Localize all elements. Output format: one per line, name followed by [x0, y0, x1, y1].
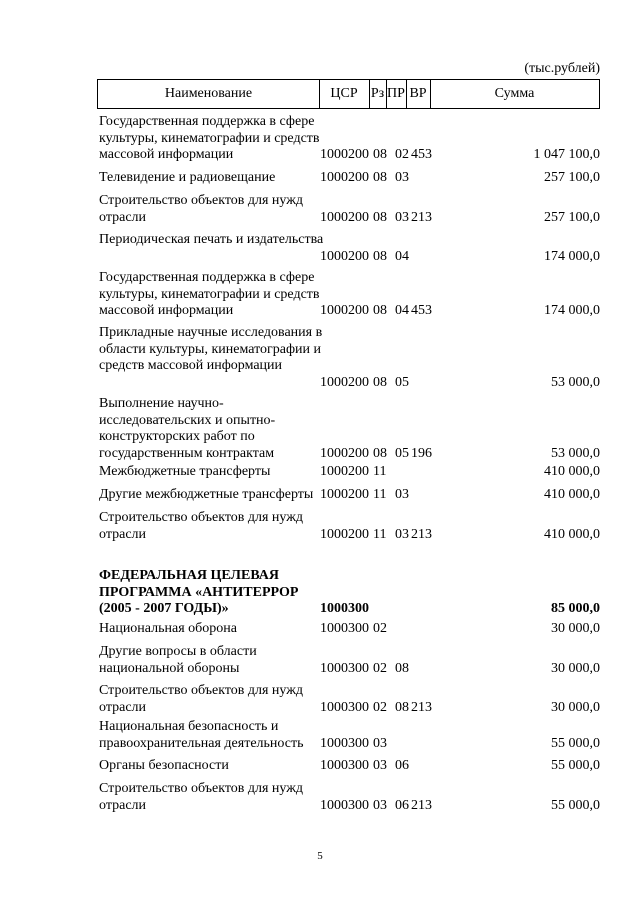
row-sum: 174 000,0: [544, 248, 600, 264]
row-pr: 04: [395, 303, 409, 318]
row-rz: 03: [373, 797, 387, 813]
row-csr: 1000200: [320, 147, 369, 162]
row-rz: 08: [373, 445, 387, 461]
table-row: [0, 193, 640, 226]
row-sum: 410 000,0: [544, 487, 600, 502]
page-number: 5: [317, 850, 323, 862]
row-rz: 03: [373, 735, 387, 751]
table-row: [0, 396, 640, 462]
row-sum: 55 000,0: [551, 735, 600, 751]
table-row: [0, 487, 640, 504]
row-pr: 03: [395, 170, 409, 185]
row-sum: 53 000,0: [551, 374, 600, 390]
row-csr: 1000300: [320, 660, 369, 676]
row-rz: 08: [373, 248, 387, 264]
table-header: [97, 79, 600, 109]
row-csr: 1000200: [320, 209, 369, 225]
header-rz: Рз: [369, 80, 387, 108]
row-rz: 08: [373, 170, 387, 185]
row-rz: 11: [373, 526, 387, 542]
row-pr: 02: [395, 147, 409, 162]
row-pr: 03: [395, 526, 409, 542]
row-name: Строительство объектов для нужд отрасли: [99, 510, 304, 542]
row-sum: 257 100,0: [544, 170, 600, 185]
row-csr: 1000200: [320, 487, 369, 502]
row-name: Национальная безопасность и правоохранительная деятельность: [99, 719, 304, 751]
row-sum: 30 000,0: [551, 699, 600, 715]
table-row: [0, 683, 640, 716]
row-sum: 174 000,0: [544, 303, 600, 318]
row-pr: 04: [395, 248, 409, 264]
row-name: ФЕДЕРАЛЬНАЯ ЦЕЛЕВАЯ ПРОГРАММА «АНТИТЕРРОР (2005 - 2007 ГОДЫ)»: [99, 568, 299, 616]
row-rz: 02: [373, 660, 387, 676]
row-rz: 08: [373, 303, 387, 318]
row-pr: 08: [395, 660, 409, 676]
header-sum: Сумма: [494, 86, 535, 101]
row-sum: 53 000,0: [551, 445, 600, 461]
row-csr: 1000300: [320, 735, 369, 751]
row-vr: 213: [411, 209, 432, 225]
row-sum: 55 000,0: [551, 758, 600, 773]
row-vr: 213: [411, 699, 432, 715]
row-vr: 453: [411, 303, 432, 318]
row-csr: 1000200: [320, 248, 369, 264]
row-rz: 08: [373, 147, 387, 162]
row-csr: 1000200: [320, 526, 369, 542]
table-row: [0, 510, 640, 543]
row-csr: 1000300: [320, 601, 369, 616]
row-name: Строительство объектов для нужд отрасли: [99, 683, 304, 715]
table-row: [0, 621, 640, 638]
row-rz: 08: [373, 374, 387, 390]
row-pr: 05: [395, 445, 409, 461]
header-vr: ВР: [406, 80, 431, 108]
row-vr: 213: [411, 797, 432, 813]
row-rz: 02: [373, 621, 387, 636]
row-pr: 06: [395, 797, 409, 813]
table-row: [0, 325, 640, 391]
table-row: [0, 114, 640, 164]
row-csr: 1000300: [320, 797, 369, 813]
row-rz: 08: [373, 209, 387, 225]
row-name: Строительство объектов для нужд отрасли: [99, 781, 304, 813]
row-name: Государственная поддержка в сфере культуры, кинематографии и средств массовой информации: [99, 270, 320, 318]
row-vr: 213: [411, 526, 432, 542]
table-row: [0, 719, 640, 752]
row-name: Выполнение научно-исследовательских и опытно-конструкторских работ по государственным контрактам: [99, 396, 276, 461]
header-name: Наименование: [98, 80, 320, 108]
row-csr: 1000200: [320, 374, 369, 390]
row-name: Межбюджетные трансферты: [99, 464, 271, 479]
row-name: Органы безопасности: [99, 758, 229, 773]
row-vr: 196: [411, 445, 432, 461]
table-row: [0, 170, 640, 187]
table-row: [0, 232, 640, 265]
row-pr: 03: [395, 487, 409, 502]
row-name: Строительство объектов для нужд отрасли: [99, 193, 304, 225]
row-csr: 1000200: [320, 464, 369, 479]
row-csr: 1000200: [320, 303, 369, 318]
row-name: Периодическая печать и издательства: [99, 232, 324, 247]
table-row: [0, 758, 640, 775]
row-sum: 30 000,0: [551, 660, 600, 676]
table-row: [0, 644, 640, 677]
row-sum: 1 047 100,0: [533, 147, 600, 162]
row-rz: 02: [373, 699, 387, 715]
table-row: [0, 464, 640, 481]
row-pr: 06: [395, 758, 409, 773]
row-name: Прикладные научные исследования в области культуры, кинематографии и средств массовой информации: [99, 325, 323, 373]
table-row: [0, 781, 640, 814]
row-name: Телевидение и радиовещание: [99, 170, 276, 185]
row-pr: 08: [395, 699, 409, 715]
row-sum: 410 000,0: [544, 526, 600, 542]
row-sum: 85 000,0: [551, 601, 600, 616]
row-pr: 05: [395, 374, 409, 390]
row-csr: 1000300: [320, 758, 369, 773]
row-rz: 11: [373, 487, 387, 502]
row-vr: 453: [411, 147, 432, 162]
row-name: Национальная оборона: [99, 621, 237, 636]
row-csr: 1000200: [320, 170, 369, 185]
row-name: Другие межбюджетные трансферты: [99, 487, 314, 502]
row-sum: 55 000,0: [551, 797, 600, 813]
row-sum: 30 000,0: [551, 621, 600, 636]
row-csr: 1000200: [320, 445, 369, 461]
row-pr: 03: [395, 209, 409, 225]
header-pr: ПР: [386, 80, 407, 108]
row-name: Государственная поддержка в сфере культуры, кинематографии и средств массовой информации: [99, 114, 320, 162]
row-sum: 257 100,0: [544, 209, 600, 225]
row-rz: 03: [373, 758, 387, 773]
row-rz: 11: [373, 464, 387, 479]
row-csr: 1000300: [320, 699, 369, 715]
table-row: [0, 270, 640, 320]
table-row: [0, 568, 640, 618]
header-csr: ЦСР: [319, 80, 370, 108]
row-name: Другие вопросы в области национальной обороны: [99, 644, 257, 676]
row-sum: 410 000,0: [544, 464, 600, 479]
row-csr: 1000300: [320, 621, 369, 636]
units-label: (тыс.рублей): [524, 61, 600, 76]
